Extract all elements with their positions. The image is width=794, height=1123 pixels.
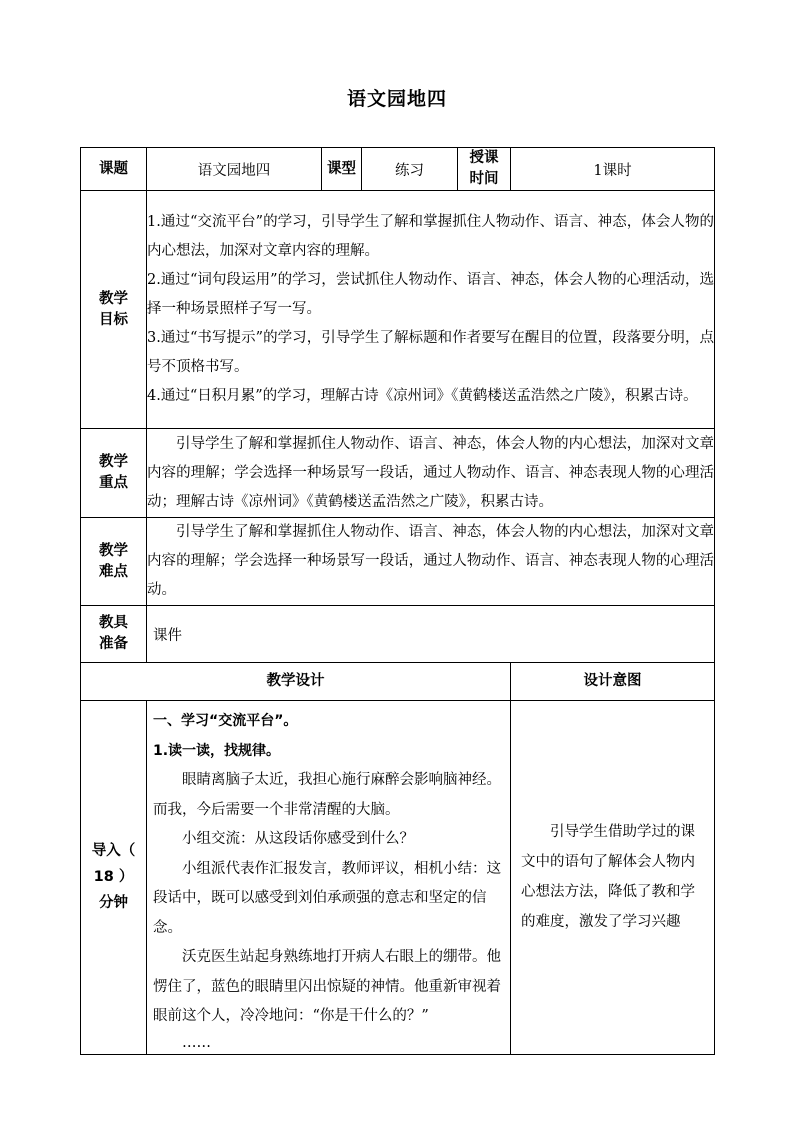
materials-label: 教具准备 bbox=[81, 606, 147, 663]
design-paragraph: 小组派代表作汇报发言，教师评议，相机小结：这段话中，既可以感受到刘伯承顽强的意志和坚定的信念。 bbox=[153, 860, 501, 936]
key-points-content bbox=[147, 429, 715, 518]
goals-content bbox=[147, 191, 715, 429]
intro-intent bbox=[511, 701, 715, 1055]
materials-value: 课件 bbox=[147, 606, 715, 663]
design-header-row bbox=[81, 663, 715, 701]
goal-item: 1.通过“交流平台”的学习，引导学生了解和掌握抓住人物动作、语言、神态，体会人物的内心想法，加深对文章内容的理解。 bbox=[147, 214, 715, 259]
topic-value: 语文园地四 bbox=[147, 148, 322, 191]
difficulties-text: 引导学生了解和掌握抓住人物动作、语言、神态，体会人物的内心想法，加深对文章内容的理解；学会选择一种场景写一段话，通过人物动作、语言、神态表现人物的心理活动。 bbox=[147, 524, 715, 598]
intro-row bbox=[81, 701, 715, 1055]
type-value: 练习 bbox=[362, 148, 458, 191]
design-paragraph: 眼睛离脑子太近，我担心施行麻醉会影响脑神经。而我，今后需要一个非常清醒的大脑。 bbox=[153, 772, 501, 818]
time-label: 授课时间 bbox=[458, 148, 511, 191]
ellipsis: …… bbox=[182, 1034, 211, 1051]
difficulties-row bbox=[81, 518, 715, 606]
key-points-label: 教学重点 bbox=[81, 429, 147, 518]
goal-item: 2.通过“词句段运用”的学习，尝试抓住人物动作、语言、神态，体会人物的心理活动，选择一种场景照样子写一写。 bbox=[147, 272, 715, 317]
key-points-row bbox=[81, 429, 715, 518]
goal-item: 4.通过“日积月累”的学习，理解古诗《凉州词》《黄鹤楼送孟浩然之广陵》，积累古诗。 bbox=[147, 388, 698, 404]
goal-item: 3.通过“书写提示”的学习，引导学生了解标题和作者要写在醒目的位置，段落要分明，点号不顶格书写。 bbox=[147, 330, 715, 375]
intent-header: 设计意图 bbox=[511, 663, 715, 701]
design-paragraph: 沃克医生站起身熟练地打开病人右眼上的绷带。他愣住了，蓝色的眼睛里闪出惊疑的神情。他重新审视着眼前这个人，冷冷地问：“你是干什么的？” bbox=[153, 949, 501, 1024]
intent-text: 引导学生借助学过的课文中的语句了解体会人物内心想法方法，降低了教和学的难度，激发了学习兴趣 bbox=[521, 824, 695, 931]
goals-label: 教学目标 bbox=[81, 191, 147, 429]
design-paragraph: 小组交流：从这段话你感受到什么？ bbox=[182, 831, 414, 847]
lesson-plan-table bbox=[80, 147, 715, 1055]
header-row bbox=[81, 148, 715, 191]
topic-label: 课题 bbox=[81, 148, 147, 191]
page-title: 语文园地四 bbox=[346, 88, 447, 110]
difficulties-content bbox=[147, 518, 715, 606]
type-label: 课型 bbox=[322, 148, 362, 191]
design-header: 教学设计 bbox=[81, 663, 511, 701]
goals-row bbox=[81, 191, 715, 429]
difficulties-label: 教学难点 bbox=[81, 518, 147, 606]
intro-label: 导入（ 18 ）分钟 bbox=[81, 701, 147, 1055]
section-heading: 一、学习“交流平台”。 bbox=[153, 713, 298, 729]
time-value: 1课时 bbox=[511, 148, 715, 191]
intro-design bbox=[147, 701, 511, 1055]
section-subheading: 1.读一读，找规律。 bbox=[153, 742, 281, 759]
key-points-text: 引导学生了解和掌握抓住人物动作、语言、神态，体会人物的内心想法，加深对文章内容的理解；学会选择一种场景写一段话，通过人物动作、语言、神态表现人物的心理活动；理解古诗《凉州词》《黄鹤楼送孟浩然之广陵》，积累古诗。 bbox=[147, 435, 715, 510]
materials-row bbox=[81, 606, 715, 663]
